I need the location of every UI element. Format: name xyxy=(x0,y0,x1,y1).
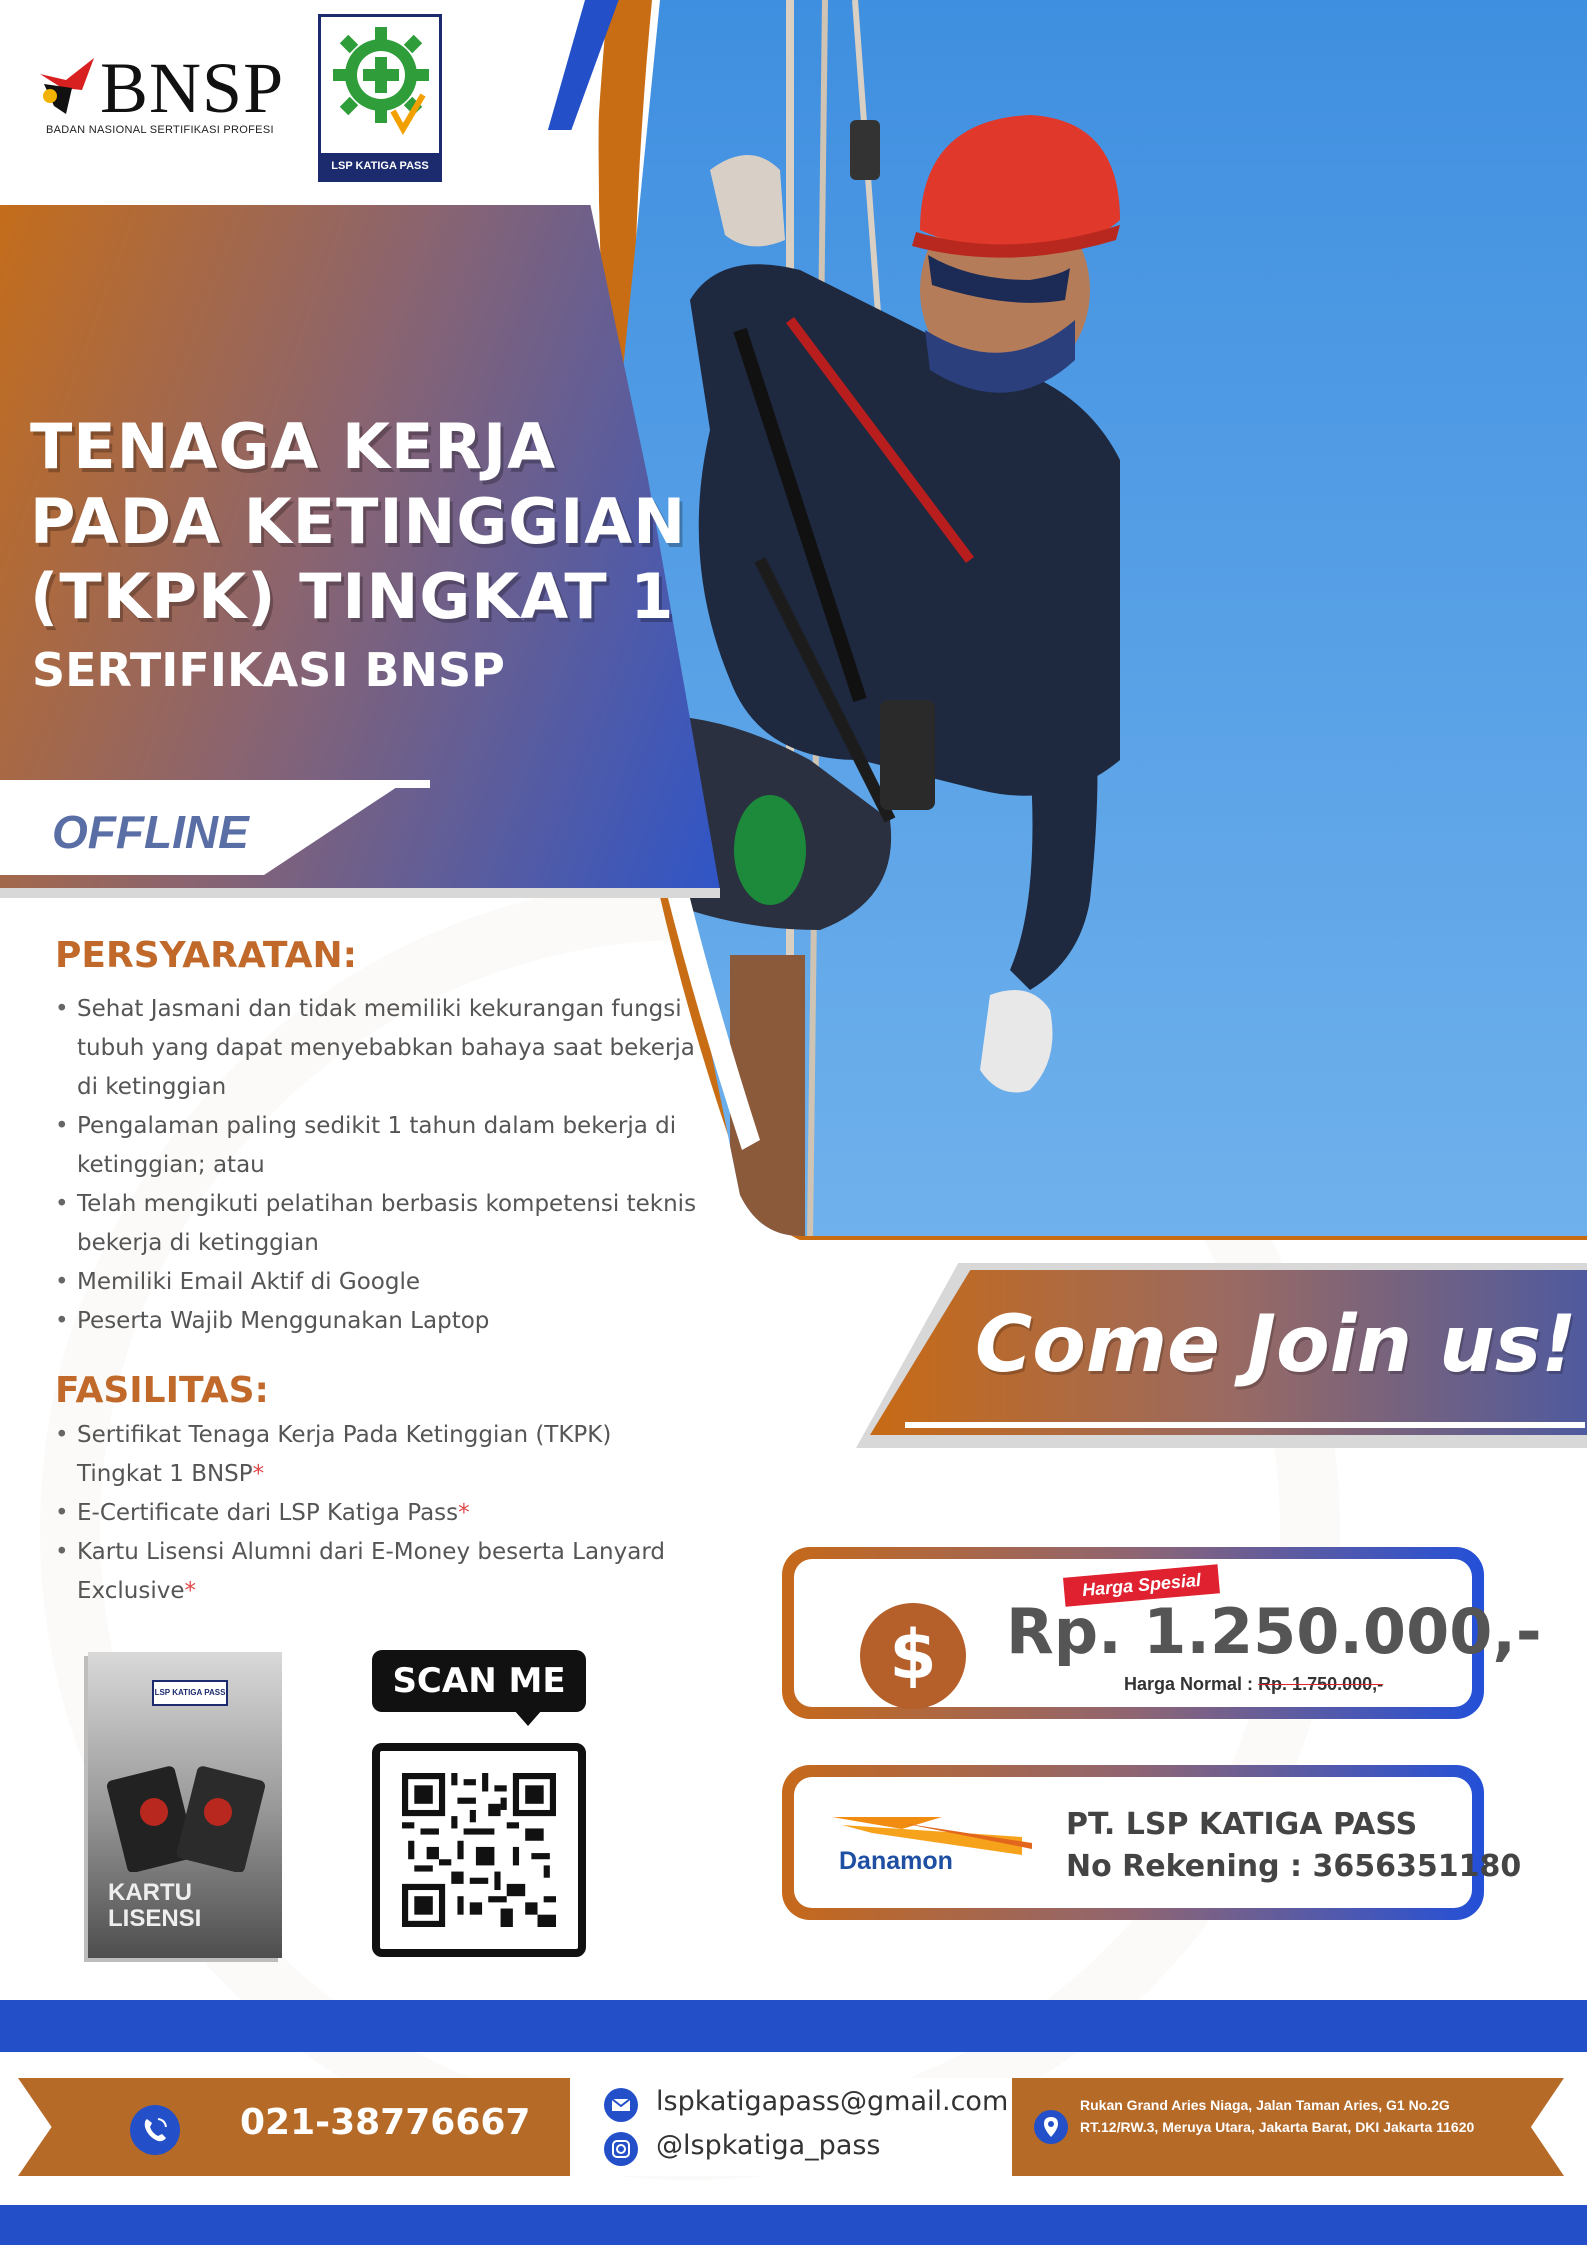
bank-card-inner xyxy=(794,1777,1522,1908)
footer-top-bar xyxy=(0,2000,1587,2052)
bnsp-logo-subtitle: BADAN NASIONAL SERTIFIKASI PROFESI xyxy=(46,124,274,136)
instagram-handle[interactable]: @lspkatiga_pass xyxy=(656,2130,881,2161)
title-line-2: PADA KETINGGIAN xyxy=(30,485,687,558)
asterisk-marker: * xyxy=(458,1500,470,1526)
license-card-title: KARTU LISENSI xyxy=(108,1879,202,1932)
price-value: Rp. 1.250.000,- xyxy=(1006,1595,1542,1668)
account-holder: PT. LSP KATIGA PASS xyxy=(1066,1807,1418,1842)
card-stack-icon xyxy=(106,1752,266,1872)
requirements-heading: PERSYARATAN: xyxy=(55,935,358,976)
license-card-image xyxy=(88,1652,282,1958)
lsp-logo-label: LSP KATIGA PASS xyxy=(321,153,439,179)
email-icon xyxy=(604,2088,638,2122)
gear-cross-icon xyxy=(331,25,431,137)
list-item: • Telah mengikuti pelatihan berbasis kompetensi teknis bekerja di ketinggian xyxy=(55,1185,715,1263)
facilities-heading: FASILITAS: xyxy=(55,1370,269,1411)
normal-price-value: Rp. 1.750.000,- xyxy=(1258,1674,1384,1694)
list-item: • Memiliki Email Aktif di Google xyxy=(55,1263,715,1302)
bank-card xyxy=(782,1765,1522,1920)
list-item: • Sehat Jasmani dan tidak memiliki kekurangan fungsi tubuh yang dapat menyebabkan bahaya saat bekerja di ketinggian xyxy=(55,990,715,1107)
mode-label: OFFLINE xyxy=(52,806,249,858)
bnsp-logo-text: BNSP xyxy=(100,48,285,128)
list-item: • Pengalaman paling sedikit 1 tahun dalam bekerja di ketinggian; atau xyxy=(55,1107,715,1185)
list-item xyxy=(55,1416,675,1494)
email-address[interactable]: lspkatigapass@gmail.com xyxy=(656,2086,1009,2117)
facility-text: Kartu Lisensi Alumni dari E-Money beserta Lanyard Exclusive xyxy=(77,1539,665,1604)
list-item xyxy=(55,1494,675,1533)
footer-bottom-bar xyxy=(0,2205,1587,2245)
address-text: Rukan Grand Aries Niaga, Jalan Taman Aries, G1 No.2G RT.12/RW.3, Meruya Utara, Jakarta Barat, DKI Jakarta 11620 xyxy=(1080,2097,1475,2135)
title-bottom-edge xyxy=(0,888,720,898)
qr-code[interactable] xyxy=(372,1743,586,1957)
phone-number[interactable]: 021-38776667 xyxy=(240,2102,531,2143)
facilities-list xyxy=(55,1416,675,1611)
normal-price-label: Harga Normal : xyxy=(1124,1674,1254,1694)
cta-underline xyxy=(905,1422,1585,1428)
bank-name: Danamon xyxy=(839,1847,953,1875)
scan-badge-arrow xyxy=(514,1710,542,1726)
bnsp-mark-icon xyxy=(36,54,98,124)
title-line-1: TENAGA KERJA xyxy=(30,410,557,483)
list-item xyxy=(55,1533,675,1611)
qr-code-icon xyxy=(380,1751,578,1949)
subtitle: SERTIFIKASI BNSP xyxy=(32,643,505,697)
license-card-logo: LSP KATIGA PASS xyxy=(152,1680,228,1706)
price-card xyxy=(782,1547,1542,1719)
requirements-list xyxy=(55,990,715,1341)
cta-text: Come Join us! xyxy=(975,1300,1577,1390)
scan-me-badge: SCAN ME xyxy=(372,1650,586,1712)
lsp-katiga-logo xyxy=(318,14,442,182)
title-line-3: (TKPK) TINGKAT 1 xyxy=(30,560,675,633)
special-price-badge: Harga Spesial xyxy=(1063,1564,1220,1606)
instagram-icon xyxy=(604,2132,638,2166)
normal-price xyxy=(1124,1674,1383,1695)
dollar-icon: $ xyxy=(860,1603,966,1709)
phone-icon xyxy=(130,2105,180,2155)
asterisk-marker: * xyxy=(252,1461,265,1487)
list-item: • Peserta Wajib Menggunakan Laptop xyxy=(55,1302,715,1341)
facility-text: Sertifikat Tenaga Kerja Pada Ketinggian (TKPK) Tingkat 1 BNSP xyxy=(77,1422,612,1487)
location-pin-icon xyxy=(1034,2110,1068,2144)
price-card-inner xyxy=(794,1559,1542,1707)
facility-text: E-Certificate dari LSP Katiga Pass xyxy=(77,1500,459,1526)
asterisk-marker: * xyxy=(184,1578,196,1604)
account-number: No Rekening : 3656351180 xyxy=(1066,1849,1522,1884)
bnsp-logo xyxy=(36,48,286,148)
